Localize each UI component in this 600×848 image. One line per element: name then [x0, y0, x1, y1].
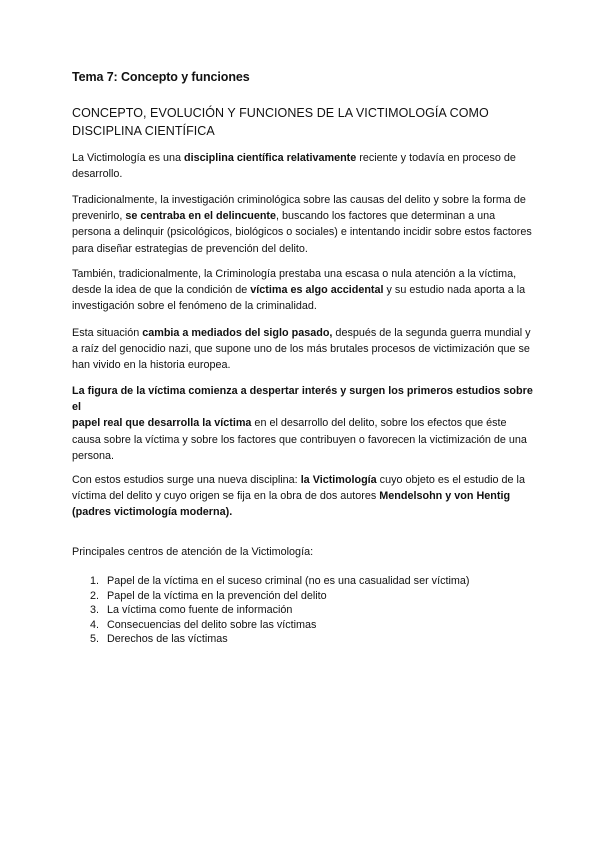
paragraph-text: cuyo objeto es el estudio de la víctima del delito y cuyo origen se fija en la obra de dos autores [72, 474, 525, 503]
paragraph-text: La Victimología es una [72, 152, 185, 164]
list-item [72, 632, 542, 647]
section-heading: CONCEPTO, EVOLUCIÓN Y FUNCIONES DE LA VICTIMOLOGÍA COMO DISCIPLINA CIENTÍFICA [72, 106, 489, 138]
paragraph-text: reciente y todavía en proceso de desarrollo. [72, 152, 516, 181]
paragraph-bold-text: papel real que desarrolla la víctima [72, 417, 252, 430]
list-item-text: Papel de la víctima en el suceso criminal (no es una casualidad ser víctima) [107, 575, 470, 587]
list-item-text: Derechos de las víctimas [107, 633, 228, 646]
paragraph-bold-text: víctima es algo accidental [250, 284, 384, 297]
paragraph-text: También, tradicionalmente, la Criminología prestaba una escasa o nula atención a la víctima, desde la idea de que la condición de [72, 268, 517, 297]
list-item [72, 603, 542, 618]
paragraph-text: Esta situación [72, 327, 143, 339]
paragraph-5 [72, 383, 534, 464]
list-item [72, 574, 542, 589]
paragraph-1 [72, 150, 534, 182]
paragraph-text: , buscando los factores que determinan a una persona a delinquir (psicológicos, biológicos o sociales) e intentando incidir sobre estos factores para diseñar estrategias de prevención del delito. [72, 210, 532, 255]
list-item-text: La víctima como fuente de información [107, 604, 293, 617]
paragraph-text: después de la segunda guerra mundial y a raíz del genocidio nazi, que supone uno de los más brutales procesos de victimización que se han vivido en la historia europea. [72, 327, 531, 372]
paragraph-6 [72, 472, 534, 521]
list-number: 4. [89, 618, 99, 631]
paragraph-4 [72, 325, 534, 374]
paragraph-2 [72, 192, 534, 257]
list-item [72, 589, 542, 604]
focus-list [72, 574, 542, 647]
paragraph-text: y su estudio nada aporta a la investigación sobre el fenómeno de la criminalidad. [72, 284, 526, 313]
list-number: 1. [89, 575, 99, 587]
list-item-text: Consecuencias del delito sobre las víctimas [107, 618, 317, 631]
paragraph-text: Con estos estudios surge una nueva disciplina: [72, 474, 301, 486]
paragraph-bold-text: la Victimología [300, 474, 377, 486]
paragraph-text: Tradicionalmente, la investigación criminológica sobre las causas del delito y sobre la forma de prevenirlo, [72, 194, 526, 223]
paragraph-3 [72, 266, 534, 315]
paragraph-bold-text: Mendelsohn y von Hentig (padres victimología moderna). [72, 490, 511, 519]
list-item-text: Papel de la víctima en la prevención del delito [107, 589, 327, 602]
paragraph-bold-text: se centraba en el delincuente [125, 210, 277, 223]
list-intro: Principales centros de atención de la Victimología: [72, 546, 314, 558]
list-number: 3. [89, 604, 99, 617]
list-item [72, 618, 542, 633]
paragraph-bold-text: disciplina científica relativamente [184, 152, 357, 164]
document-title: Tema 7: Concepto y funciones [72, 70, 250, 84]
paragraph-bold-text: La figura de la víctima comienza a despertar interés y surgen los primeros estudios sobre el [72, 385, 533, 414]
paragraph-text: en el desarrollo del delito, sobre los efectos que éste causa sobre la víctima y sobre los factores que contribuyen o favorecen la victimización de una persona. [72, 417, 527, 462]
list-number: 2. [89, 589, 99, 602]
paragraph-bold-text: cambia a mediados del siglo pasado, [142, 327, 333, 339]
list-number: 5. [89, 633, 99, 646]
